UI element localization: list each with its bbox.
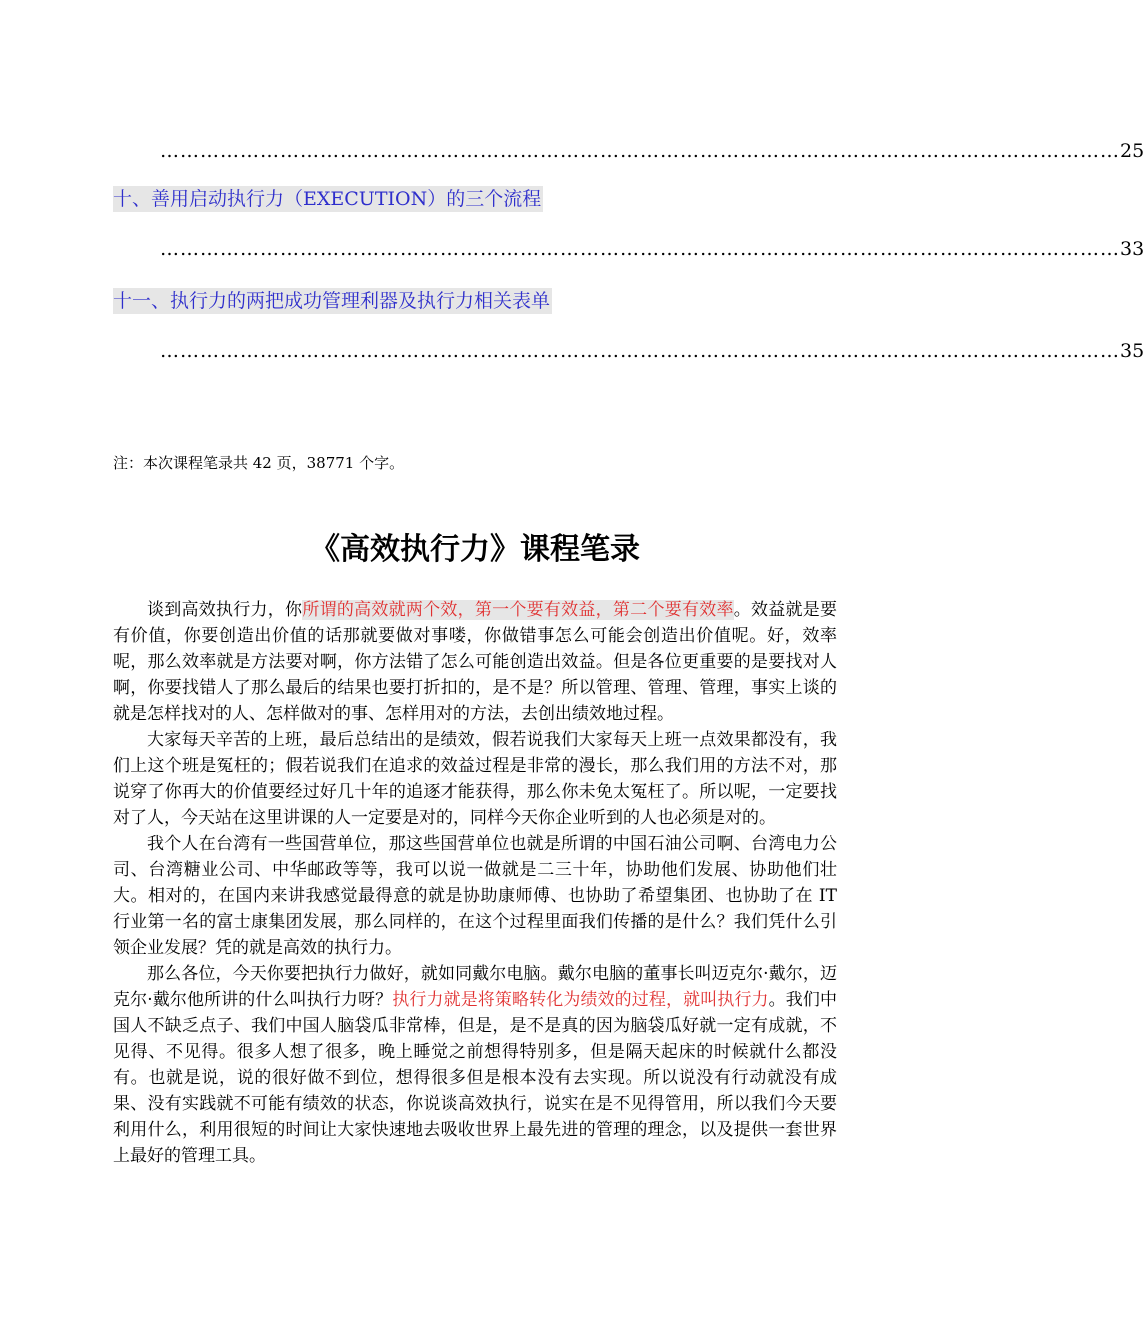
toc-page-number: 33: [1120, 238, 1144, 260]
toc-entry-management-tools[interactable]: 十一、执行力的两把成功管理利器及执行力相关表单: [113, 290, 551, 312]
paragraph: [113, 597, 837, 727]
page-count-note: 注：本次课程笔录共 42 页，38771 个字。: [113, 454, 405, 472]
paragraph-text: 那么各位，今天你要把执行力做好，就如同戴尔电脑。戴尔电脑的董事长叫迈克尔·戴尔，迈克尔·戴尔他所讲的什么叫执行力呀？: [113, 964, 837, 1010]
toc-page-number: 35: [1120, 340, 1144, 362]
toc-leader-line: [160, 339, 1144, 363]
toc-dots: ………………………………………………………………………………………………………………………………: [160, 238, 1120, 260]
paragraph-text: 。效益就是要有价值，你要创造出价值的话那就要做对事喽，你做错事怎么可能会创造出价值呢。好，效率呢，那么效率就是方法要对啊，你方法错了怎么可能创造出效益。但是各位更重要的是要找对人啊，你要找错人了那么最后的结果也要打折扣的，是不是？所以管理、管理、管理，事实上谈的就是怎样找对的人、怎样做对的事、怎样用对的方法，去创出绩效地过程。: [113, 600, 838, 724]
highlighted-text: 执行力就是将策略转化为绩效的过程，就叫执行力: [392, 990, 769, 1010]
toc-leader-line: [160, 139, 1144, 163]
paragraph-text: 。我们中国人不缺乏点子、我们中国人脑袋瓜非常棒，但是，是不是真的因为脑袋瓜好就一定有成就，不见得、不见得。很多人想了很多，晚上睡觉之前想得特别多，但是隔天起床的时候就什么都没有。也就是说，说的很好做不到位，想得很多但是根本没有去实现。所以说没有行动就没有成果、没有实践就不可能有绩效的状态，你说谈高效执行，说实在是不见得管用，所以我们今天要利用什么，利用很短的时间让大家快速地去吸收世界上最先进的管理的理念，以及提供一套世界上最好的管理工具。: [113, 990, 837, 1166]
toc-dots: ………………………………………………………………………………………………………………………………: [160, 340, 1120, 362]
paragraph-text: 谈到高效执行力，你: [147, 600, 303, 620]
highlighted-text: 所谓的高效就两个效，第一个要有效益，第二个要有效率: [302, 600, 734, 620]
toc-page-number: 25: [1120, 140, 1144, 162]
toc-entry-execution-process[interactable]: 十、善用启动执行力（EXECUTION）的三个流程: [113, 188, 542, 210]
paragraph: 我个人在台湾有一些国营单位，那这些国营单位也就是所谓的中国石油公司啊、台湾电力公司、台湾糖业公司、中华邮政等等，我可以说一做就是二三十年，协助他们发展、协助他们壮大。相对的，在国内来讲我感觉最得意的就是协助康师傅、也协助了希望集团、也协助了在 IT 行业第一名的富士康集团发展，那么同样的，在这个过程里面我们传播的是什么？我们凭什么引领企业发展？凭的就是高效的执行力。: [113, 834, 837, 958]
paragraph: [113, 961, 837, 1169]
document-title: 《高效执行力》课程笔录: [310, 532, 640, 567]
paragraph: 大家每天辛苦的上班，最后总结出的是绩效，假若说我们大家每天上班一点效果都没有，我们上这个班是冤枉的；假若说我们在追求的效益过程是非常的漫长，那么我们用的方法不对，那说穿了你再大的价值要经过好几十年的追逐才能获得，那么你未免太冤枉了。所以呢，一定要找对了人，今天站在这里讲课的人一定要是对的，同样今天你企业听到的人也必须是对的。: [113, 730, 837, 828]
toc-leader-line: [160, 237, 1144, 261]
toc-dots: ………………………………………………………………………………………………………………………………: [160, 140, 1120, 162]
body-text: [113, 597, 837, 1169]
